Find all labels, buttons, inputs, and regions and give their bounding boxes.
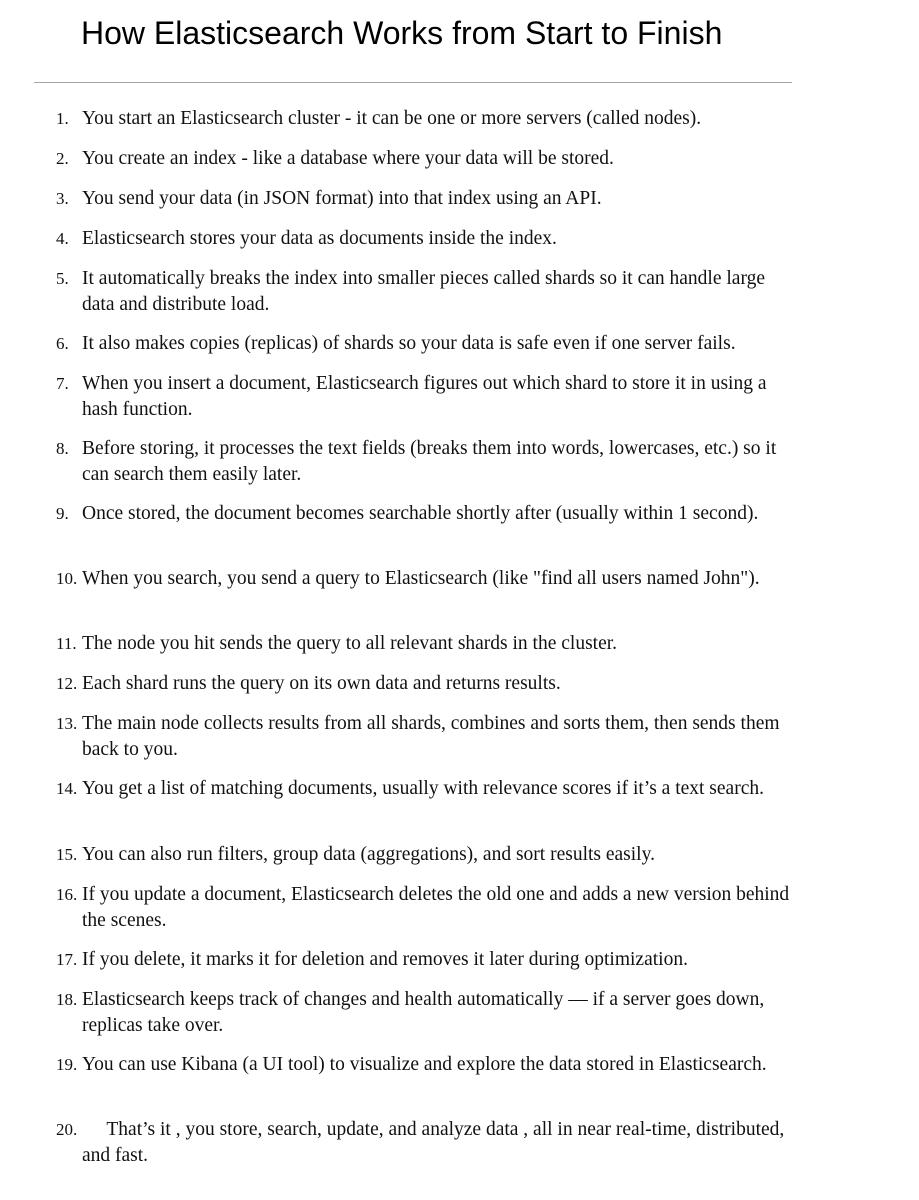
step-number: 14. [56, 779, 78, 798]
step-number: 9. [56, 504, 69, 523]
step-6 [56, 331, 802, 357]
step-number: 15. [56, 845, 78, 864]
step-text: When you search, you send a query to Elasticsearch (like "find all users named John"). [82, 568, 760, 589]
step-text: You can use Kibana (a UI tool) to visualize and explore the data stored in Elasticsearch. [82, 1054, 767, 1075]
step-number: 7. [56, 374, 69, 393]
step-number: 11. [56, 634, 77, 653]
step-text: You send your data (in JSON format) into that index using an API. [82, 188, 602, 209]
step-20 [56, 1117, 802, 1168]
step-7 [56, 371, 802, 422]
step-text: Elasticsearch keeps track of changes and health automatically — if a server goes down, replicas take over. [82, 989, 765, 1036]
step-number: 6. [56, 334, 69, 353]
document-title: How Elasticsearch Works from Start to Finish [81, 15, 723, 51]
step-16 [56, 882, 802, 933]
step-text: You can also run filters, group data (aggregations), and sort results easily. [82, 844, 655, 865]
step-1 [56, 106, 802, 132]
step-number: 12. [56, 674, 78, 693]
step-number: 13. [56, 714, 78, 733]
step-11 [56, 631, 802, 657]
step-number: 16. [56, 885, 78, 904]
step-text: If you delete, it marks it for deletion and removes it later during optimization. [82, 949, 688, 970]
step-10 [56, 566, 802, 592]
step-text: The node you hit sends the query to all relevant shards in the cluster. [82, 633, 618, 654]
step-text: If you update a document, Elasticsearch deletes the old one and adds a new version behind the scenes. [82, 884, 790, 931]
step-12 [56, 671, 802, 697]
step-5 [56, 266, 802, 317]
step-text: That’s it , you store, search, update, and analyze data , all in near real-time, distributed, and fast. [82, 1119, 790, 1166]
step-number: 2. [56, 149, 69, 168]
step-text: Each shard runs the query on its own data and returns results. [82, 673, 561, 694]
step-4 [56, 226, 802, 252]
step-number: 20. [56, 1120, 78, 1139]
step-number: 10. [56, 569, 78, 588]
step-8 [56, 436, 802, 487]
step-text: It automatically breaks the index into smaller pieces called shards so it can handle large data and distribute load. [82, 268, 765, 315]
step-text: When you insert a document, Elasticsearch figures out which shard to store it in using a hash function. [82, 373, 767, 420]
step-3 [56, 186, 802, 212]
step-text: Once stored, the document becomes searchable shortly after (usually within 1 second). [82, 503, 759, 524]
title-divider [34, 82, 792, 83]
step-text: You start an Elasticsearch cluster - it can be one or more servers (called nodes). [82, 108, 702, 129]
step-number: 1. [56, 109, 69, 128]
step-2 [56, 146, 802, 172]
step-text: You create an index - like a database where your data will be stored. [82, 148, 614, 169]
step-number: 19. [56, 1055, 78, 1074]
step-19 [56, 1052, 802, 1078]
step-15 [56, 842, 802, 868]
step-18 [56, 987, 802, 1038]
step-number: 4. [56, 229, 69, 248]
step-9 [56, 501, 802, 527]
step-number: 8. [56, 439, 69, 458]
step-17 [56, 947, 802, 973]
step-text: The main node collects results from all shards, combines and sorts them, then sends them back to you. [82, 713, 780, 760]
step-text: You get a list of matching documents, usually with relevance scores if it’s a text search. [82, 778, 764, 799]
step-number: 5. [56, 269, 69, 288]
step-13 [56, 711, 802, 762]
step-number: 17. [56, 950, 78, 969]
step-text: It also makes copies (replicas) of shards so your data is safe even if one server fails. [82, 333, 736, 354]
step-text: Elasticsearch stores your data as documents inside the index. [82, 228, 557, 249]
step-text: Before storing, it processes the text fields (breaks them into words, lowercases, etc.) so it can search them easily later. [82, 438, 777, 485]
step-14 [56, 776, 802, 802]
step-number: 18. [56, 990, 78, 1009]
step-number: 3. [56, 189, 69, 208]
